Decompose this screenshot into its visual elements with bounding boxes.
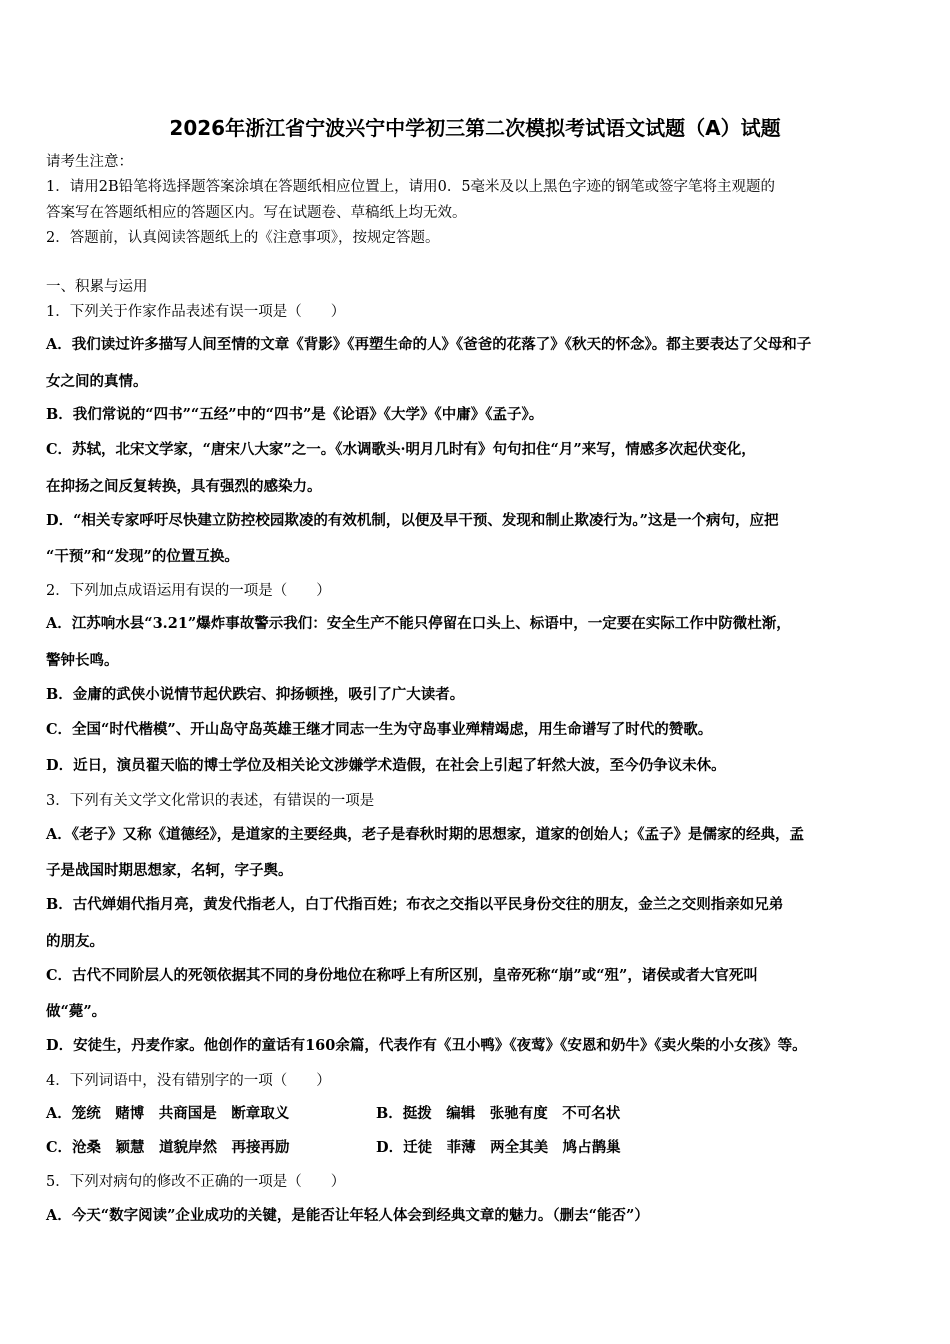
question-1-option-d: D．“相关专家呼吁尽快建立防控校园欺凌的有效机制，以便及早干预、发现和制止欺凌行为。”这是一个病句，应把 [46,512,779,529]
question-3-option-b: B．古代婵娟代指月亮，黄发代指老人，白丁代指百姓；布衣之交指以平民身份交往的朋友，金兰之交则指亲如兄弟 [46,896,784,913]
question-5-stem: 5．下列对病句的修改不正确的一项是（ ） [46,1174,346,1190]
question-4-row-1 [46,1104,908,1124]
notice-item-1-line-1: 1．请用2B铅笔将选择题答案涂填在答题纸相应位置上，请用0．5毫米及以上黑色字迹的钢笔或签字笔将主观题的 [46,179,776,195]
question-2-option-a-cont: 警钟长鸣。 [46,652,119,669]
question-4-option-a: A．笼统 赌博 共商国是 断章取义 [46,1105,290,1122]
question-5-option-a: A．今天“数字阅读”企业成功的关键，是能否让年轻人体会到经典文章的魅力。（删去“能否”） [46,1207,649,1224]
question-1-option-c-cont: 在抑扬之间反复转换，具有强烈的感染力。 [46,478,322,495]
question-1-stem: 1．下列关于作家作品表述有误一项是（ ） [46,304,346,320]
question-1-option-c: C．苏轼，北宋文学家，“唐宋八大家”之一。《水调歌头·明月几时有》句句扣住“月”来写，情感多次起伏变化， [46,441,756,458]
question-3-option-c-cont: 做“薨”。 [46,1003,107,1020]
notice-item-1-line-2: 答案写在答题纸相应的答题区内。写在试题卷、草稿纸上均无效。 [46,205,467,221]
question-2-option-b: B．金庸的武侠小说情节起伏跌宕、抑扬顿挫，吸引了广大读者。 [46,686,465,703]
question-3-stem: 3．下列有关文学文化常识的表述，有错误的一项是 [46,793,375,809]
question-3-option-d: D．安徒生，丹麦作家。他创作的童话有160余篇，代表作有《丑小鸭》《夜莺》《安恩和奶牛》《卖火柴的小女孩》等。 [46,1037,807,1054]
page-title: 2026年浙江省宁波兴宁中学初三第二次模拟考试语文试题（A）试题 [169,116,781,140]
question-3-option-a-cont: 子是战国时期思想家，名轲，字子舆。 [46,862,293,879]
question-1-option-a: A．我们读过许多描写人间至情的文章《背影》《再塑生命的人》《爸爸的花落了》《秋天的怀念》。都主要表达了父母和子 [46,336,812,353]
question-4-option-b: B．挺拨 编辑 张驰有度 不可名状 [376,1105,621,1122]
notice-item-2: 2．答题前，认真阅读答题纸上的《注意事项》，按规定答题。 [46,230,440,246]
question-3-option-a: A．《老子》又称《道德经》，是道家的主要经典，老子是春秋时期的思想家，道家的创始人；《孟子》是儒家的经典，孟 [46,826,804,843]
notice-heading: 请考生注意： [46,154,133,170]
question-2-option-d: D．近日，演员翟天临的博士学位及相关论文涉嫌学术造假，在社会上引起了轩然大波，至今仍争议未休。 [46,757,726,774]
question-4-stem: 4．下列词语中，没有错别字的一项（ ） [46,1073,331,1089]
question-3-option-c: C．古代不同阶层人的死领依据其不同的身份地位在称呼上有所区别，皇帝死称“崩”或“殂”，诸侯或者大官死叫 [46,967,758,984]
question-1-option-a-cont: 女之间的真情。 [46,373,148,390]
question-1-option-d-cont: “干预”和“发现”的位置互换。 [46,548,239,565]
question-2-stem: 2．下列加点成语运用有误的一项是（ ） [46,583,331,599]
question-4-option-c: C．沧桑 颖慧 道貌岸然 再接再励 [46,1139,290,1156]
section-heading: 一、积累与运用 [46,279,148,295]
question-1-option-b: B．我们常说的“四书”“五经”中的“四书”是《论语》《大学》《中庸》《孟子》。 [46,406,544,423]
question-2-option-a: A．江苏响水县“3.21”爆炸事故警示我们：安全生产不能只停留在口头上、标语中，一定要在实际工作中防微杜渐， [46,615,791,632]
question-4-option-d: D．迁徒 菲薄 两全其美 鸠占鹊巢 [376,1139,621,1156]
question-3-option-b-cont: 的朋友。 [46,933,104,950]
question-2-option-c: C．全国“时代楷模”、开山岛守岛英雄王继才同志一生为守岛事业殚精竭虑，用生命谱写了时代的赞歌。 [46,721,713,738]
question-4-row-2 [46,1138,908,1158]
